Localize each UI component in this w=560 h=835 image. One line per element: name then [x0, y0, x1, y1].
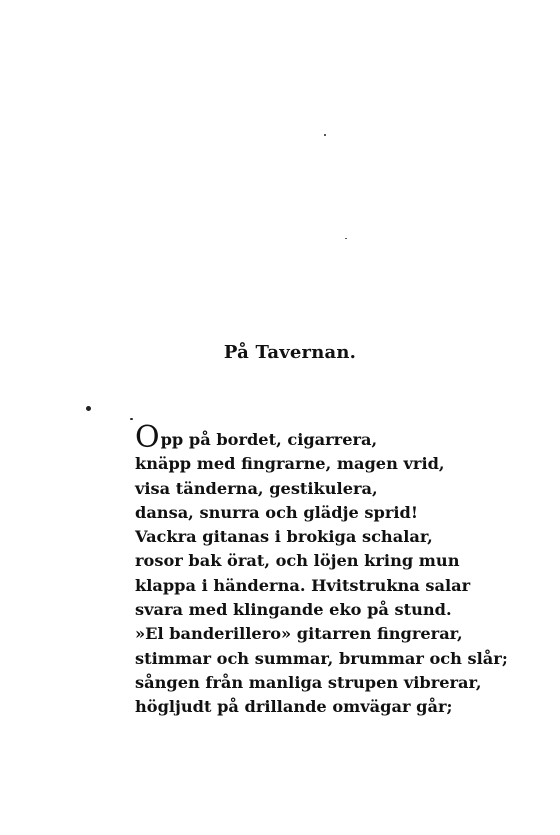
- poem-line: dansa, snurra och glädje sprid!: [135, 502, 418, 522]
- poem-line: [135, 420, 535, 455]
- speck: [324, 134, 326, 136]
- first-line-text: pp på bordet, cigarrera,: [160, 430, 378, 449]
- poem-line: klappa i händerna. Hvitstrukna salar: [135, 575, 471, 595]
- poem-line: högljudt på drillande omvägar går;: [135, 697, 453, 717]
- poem-line: sången från manliga strupen vibrerar,: [135, 672, 482, 692]
- poem-line: visa tänderna, gestikulera,: [135, 478, 378, 498]
- speck: [86, 406, 91, 411]
- speck: [130, 418, 133, 420]
- poem-line: stimmar och summar, brummar och slår;: [135, 648, 508, 668]
- poem-line: rosor bak örat, och löjen kring mun: [135, 551, 460, 571]
- speck: [345, 238, 347, 239]
- drop-cap: O: [135, 420, 160, 455]
- poem-body: [135, 420, 535, 720]
- poem-line: Vackra gitanas i brokiga schalar,: [135, 527, 433, 547]
- poem-title: På Tavernan.: [223, 342, 357, 363]
- poem-line: »El banderillero» gitarren fingrerar,: [135, 624, 463, 644]
- poem-line: svara med klingande eko på stund.: [135, 600, 452, 620]
- poem-line: knäpp med fingrarne, magen vrid,: [135, 454, 445, 474]
